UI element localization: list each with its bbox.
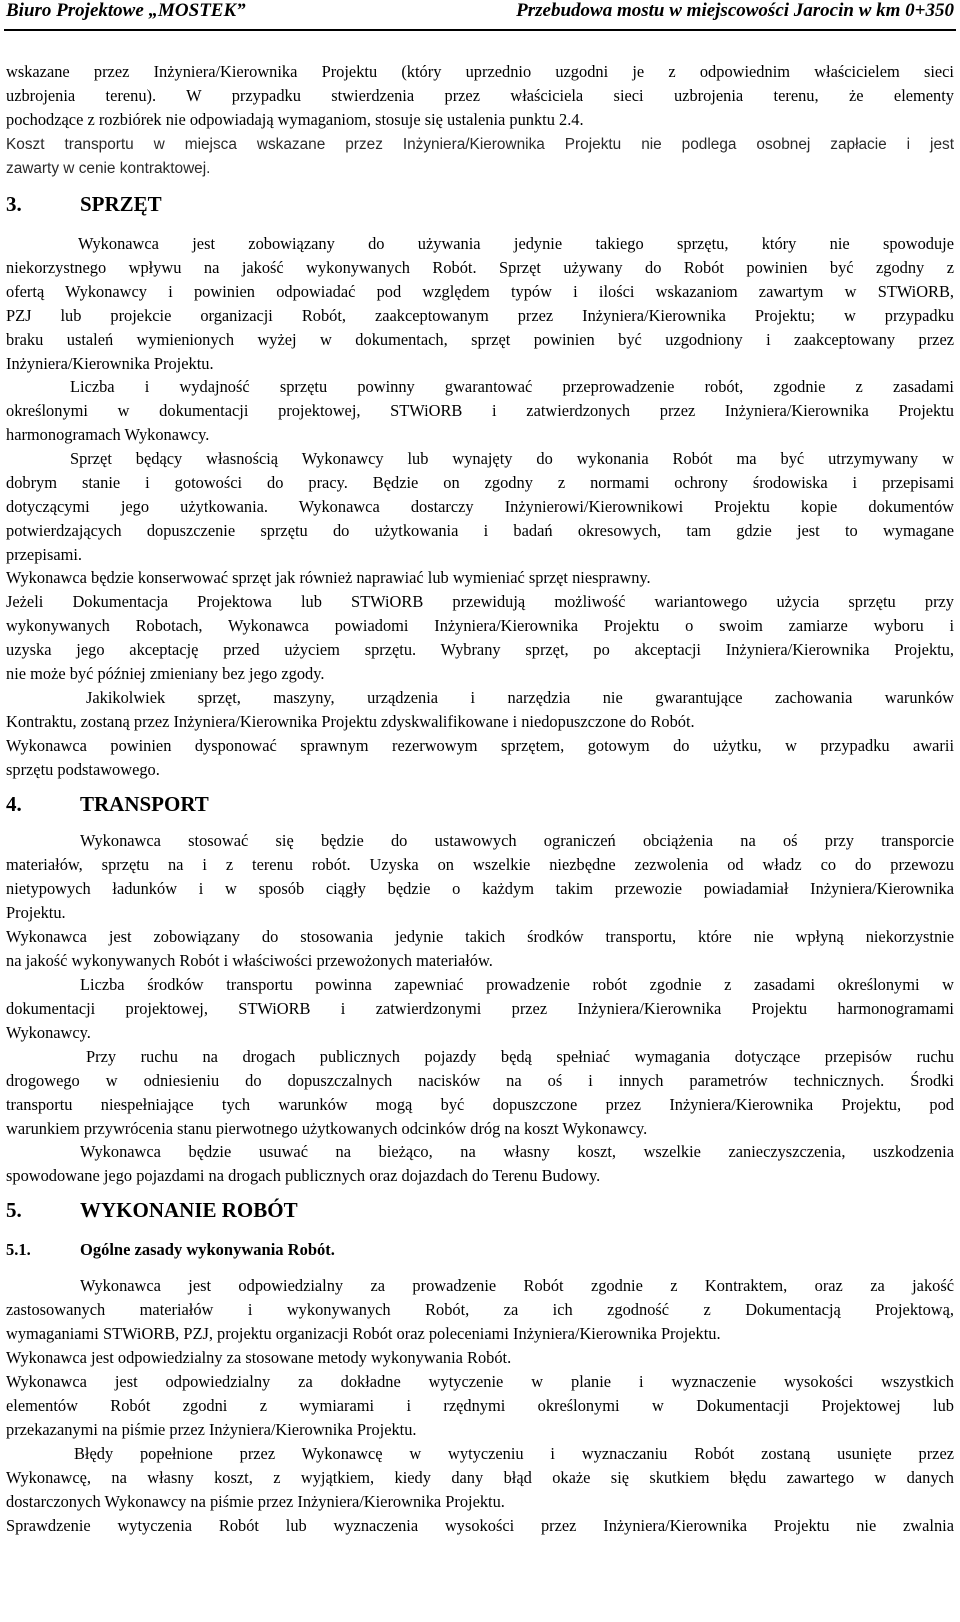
section-number: 4. [6,792,22,816]
section-number: 5. [6,1198,22,1222]
paragraph-line: Inżyniera/Kierownika Projektu. [6,354,214,373]
paragraph-line: Wykonawca jest zobowiązany do stosowania jedynie takich środków transportu, które nie wpłyną niekorzystnie [6,927,954,946]
paragraph-line: Wykonawca powinien dysponować sprawnym rezerwowym sprzętem, gotowym do użytku, w przypadku awarii [6,736,954,755]
paragraph-line: Sprzęt będący własnością Wykonawcy lub wynajęty do wykonania Robót ma być utrzymywany w [70,449,954,468]
section-heading-4 [6,790,209,818]
paragraph-line: Kontraktu, zostaną przez Inżyniera/Kierownika Projektu zdyskwalifikowane i niedopuszczone do Robót. [6,712,695,731]
section-heading-5 [6,1196,298,1224]
paragraph-line: Liczba i wydajność sprzętu powinny gwarantować przeprowadzenie robót, zgodnie z zasadami [70,377,954,396]
paragraph-line: Jeżeli Dokumentacja Projektowa lub STWiORB przewidują możliwość wariantowego użycia sprzętu przy [6,592,954,611]
section-number: 3. [6,192,22,216]
paragraph-line: Projektu. [6,903,66,922]
paragraph-line: elementów Robót zgodni z wymiarami i rzędnymi określonymi w Dokumentacji Projektowej lub [6,1396,954,1415]
paragraph-line: wymaganiami STWiORB, PZJ, projektu organizacji Robót oraz poleceniami Inżyniera/Kierownika Projektu. [6,1324,721,1343]
paragraph-line: Wykonawcy. [6,1023,91,1042]
paragraph-line: niekorzystnego wpływu na jakość wykonywanych Robót. Sprzęt używany do Robót powinien być zgodny z [6,258,954,277]
paragraph-line: Liczba środków transportu powinna zapewniać prowadzenie robót zgodnie z zasadami określonymi w [80,975,954,994]
paragraph-line: Wykonawca jest odpowiedzialny za prowadzenie Robót zgodnie z Kontraktem, oraz za jakość [80,1276,954,1295]
section-title: SPRZĘT [80,192,162,216]
paragraph-line: uzyska jego akceptację przed użyciem sprzętu. Wybrany sprzęt, po akceptacji Inżyniera/Kierownika Projektu, [6,640,954,659]
paragraph-line: przekazanymi na piśmie przez Inżyniera/Kierownika Projektu. [6,1420,417,1439]
paragraph-line: Wykonawca jest zobowiązany do używania jedynie takiego sprzętu, który nie spowoduje [78,234,954,253]
section-heading-3 [6,190,162,218]
paragraph-line: zastosowanych materiałów i wykonywanych Robót, za ich zgodność z Dokumentacją Projektową, [6,1300,954,1319]
section-title: WYKONANIE ROBÓT [80,1198,298,1222]
paragraph-line: warunkiem przywrócenia stanu pierwotnego użytkowanych odcinków dróg na koszt Wykonawcy. [6,1119,648,1138]
paragraph-line: dotyczącymi jego użytkowania. Wykonawca dostarczy Inżynierowi/Kierownikowi Projektu kopie dokumentów [6,497,954,516]
paragraph-line: Wykonawcę, na własny koszt, z wyjątkiem, kiedy dany błąd okaże się skutkiem błędu zawartego w danych [6,1468,954,1487]
subsection-title: Ogólne zasady wykonywania Robót. [80,1240,335,1259]
paragraph-line: Wykonawca będzie konserwować sprzęt jak również naprawiać lub wymieniać sprzęt niesprawny. [6,568,651,587]
paragraph-line: materiałów, sprzętu na i z terenu robót. Uzyska on wszelkie niezbędne zezwolenia od władz co do przewozu [6,855,954,874]
paragraph-line: na jakość wykonywanych Robót i właściwości przewożonych materiałów. [6,951,493,970]
paragraph-line: Wykonawca jest odpowiedzialny za dokładne wytyczenie w planie i wyznaczenie wysokości wszystkich [6,1372,954,1391]
paragraph-line: wykonywanych Robotach, Wykonawca powiadomi Inżyniera/Kierownika Projektu o swoim zamiarze wyboru i [6,616,954,635]
paragraph-line: określonymi w dokumentacji projektowej, STWiORB i zatwierdzonych przez Inżyniera/Kierownika Projektu [6,401,954,420]
paragraph-line: pochodzące z rozbiórek nie odpowiadają wymaganiom, stosuje się ustalenia punktu 2.4. [6,110,584,129]
paragraph-line: nie może być później zmieniany bez jego zgody. [6,664,325,683]
paragraph-line: Jakikolwiek sprzęt, maszyny, urządzenia i narzędzia nie gwarantujące zachowania warunków [86,688,954,707]
subsection-number: 5.1. [6,1240,31,1259]
header-rule [4,29,956,31]
paragraph-line: braku ustaleń wymienionych wyżej w dokumentach, sprzęt powinien być uzgodniony i zaakceptowany przez [6,330,954,349]
header-project-title: Przebudowa mostu w miejscowości Jarocin w km 0+350 [516,0,954,21]
paragraph-line: dostarczonych Wykonawcy na piśmie przez Inżyniera/Kierownika Projektu. [6,1492,505,1511]
paragraph-line: Błędy popełnione przez Wykonawcę w wytyczeniu i wyznaczaniu Robót zostaną usunięte przez [74,1444,954,1463]
page-header [0,0,960,28]
paragraph-line: PZJ lub projekcie organizacji Robót, zaakceptowanym przez Inżyniera/Kierownika Projektu; w przypadku [6,306,954,325]
paragraph-line: Koszt transportu w miejsca wskazane przez Inżyniera/Kierownika Projektu nie podlega osobnej zapłacie i jest [6,136,954,153]
paragraph-line: potwierdzających dopuszczenie sprzętu do użytkowania i badań okresowych, tam gdzie jest to wymagane [6,521,954,540]
paragraph-line: Wykonawca jest odpowiedzialny za stosowane metody wykonywania Robót. [6,1348,512,1367]
paragraph-line: uzbrojenia terenu). W przypadku stwierdzenia przez właściciela sieci uzbrojenia terenu, że elementy [6,86,954,105]
paragraph-line: przepisami. [6,545,83,564]
paragraph-line: zawarty w cenie kontraktowej. [6,160,211,177]
paragraph-line: ofertą Wykonawcy i powinien odpowiadać pod względem typów i ilości wskazaniom zawartym w STWiORB, [6,282,954,301]
paragraph-line: dobrym stanie i gotowości do pracy. Będzie on zgodny z normami ochrony środowiska i przepisami [6,473,954,492]
paragraph-line: spowodowane jego pojazdami na drogach publicznych oraz dojazdach do Terenu Budowy. [6,1166,601,1185]
paragraph-line: drogowego w odniesieniu do dopuszczalnych nacisków na oś i innych parametrów technicznych. Środki [6,1071,954,1090]
paragraph-line: sprzętu podstawowego. [6,760,160,779]
section-title: TRANSPORT [80,792,209,816]
paragraph-line: Wykonawca będzie usuwać na bieżąco, na własny koszt, wszelkie zanieczyszczenia, uszkodzenia [80,1142,954,1161]
paragraph-line: nietypowych ładunków i w sposób ciągły będzie o każdym takim przewozie powiadamiał Inżyniera/Kierownika [6,879,954,898]
paragraph-line: Sprawdzenie wytyczenia Robót lub wyznaczenia wysokości przez Inżyniera/Kierownika Projektu nie zwalnia [6,1516,954,1535]
paragraph-line: Wykonawca stosować się będzie do ustawowych ograniczeń obciążenia na oś przy transporcie [80,831,954,850]
paragraph-line: harmonogramach Wykonawcy. [6,425,210,444]
subsection-heading-5-1 [6,1238,335,1262]
paragraph-line: dokumentacji projektowej, STWiORB i zatwierdzonymi przez Inżyniera/Kierownika Projektu harmonogramami [6,999,954,1018]
paragraph-line: transportu niespełniające tych warunków mogą być dopuszczone przez Inżyniera/Kierownika Projektu, pod [6,1095,954,1114]
header-company: Biuro Projektowe „MOSTEK” [6,0,246,21]
paragraph-line: wskazane przez Inżyniera/Kierownika Projektu (który uprzednio uzgodni je z odpowiednim właścicielem sieci [6,62,954,81]
paragraph-line: Przy ruchu na drogach publicznych pojazdy będą spełniać wymagania dotyczące przepisów ruchu [86,1047,954,1066]
